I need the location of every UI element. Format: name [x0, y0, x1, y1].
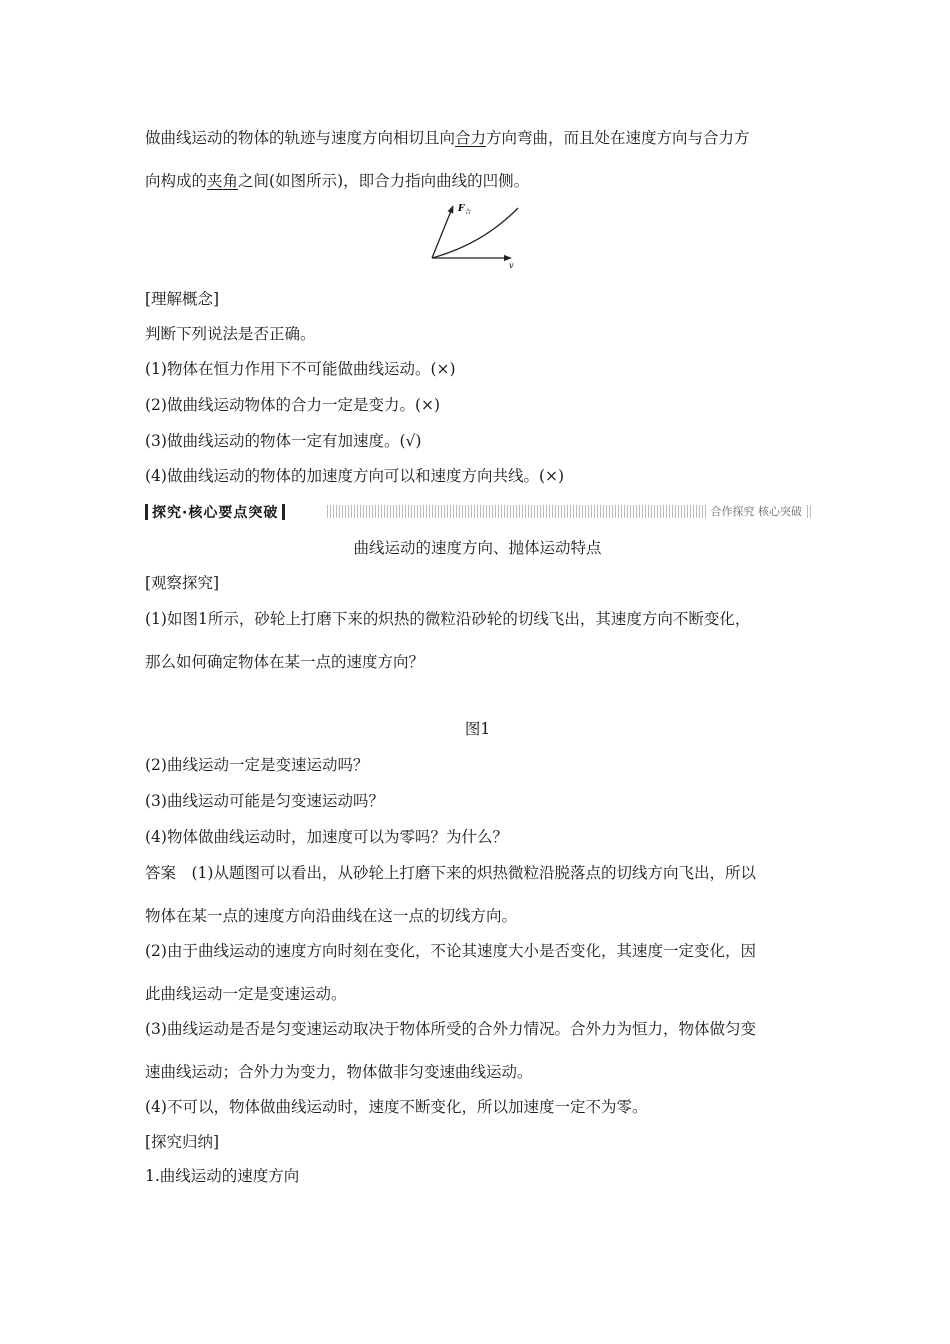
force-velocity-diagram — [425, 196, 525, 270]
intro-line-2 — [145, 171, 810, 191]
section-banner — [145, 503, 812, 520]
answer-2-line-1: (2)由于曲线运动的速度方向时刻在变化，不论其速度大小是否变化，其速度一定变化，因 — [145, 942, 756, 960]
observe-heading: [观察探究] — [145, 574, 220, 592]
banner-title-text: 探究·核心要点突破 — [152, 504, 279, 521]
answer-2-line-2: 此曲线运动一定是变速运动。 — [145, 985, 347, 1003]
question-3: (3)曲线运动可能是匀变速运动吗？ — [145, 792, 384, 810]
concept-item-3: (3)做曲线运动的物体一定有加速度。(√) — [145, 432, 422, 450]
concept-item-4: (4)做曲线运动的物体的加速度方向可以和速度方向共线。(×) — [145, 467, 565, 485]
concept-heading: [理解概念] — [145, 290, 220, 308]
question-4: (4)物体做曲线运动时，加速度可以为零吗？为什么？ — [145, 828, 508, 846]
question-2: (2)曲线运动一定是变速运动吗？ — [145, 756, 369, 774]
section-title: 曲线运动的速度方向、抛体运动特点 — [353, 539, 602, 557]
question-1-line-1: (1)如图1所示，砂轮上打磨下来的炽热的微粒沿砂轮的切线飞出，其速度方向不断变化， — [145, 610, 751, 628]
banner-title — [145, 503, 285, 520]
intro-text: 做曲线运动的物体的轨迹与速度方向相切且向 — [145, 129, 456, 147]
concept-item-2: (2)做曲线运动物体的合力一定是变力。(×) — [145, 396, 441, 414]
trajectory-curve — [432, 208, 518, 258]
concept-item-1: (1)物体在恒力作用下不可能做曲线运动。(×) — [145, 360, 456, 378]
banner-bar-icon — [282, 504, 285, 520]
summary-heading: [探究归纳] — [145, 1133, 220, 1151]
concept-prompt: 判断下列说法是否正确。 — [145, 325, 316, 343]
figure-caption: 图1 — [464, 720, 491, 738]
banner-bar-icon — [145, 504, 148, 520]
underlined-term-net-force: 合力 — [455, 129, 487, 147]
answer-3-line-1: (3)曲线运动是否是匀变速运动取决于物体所受的合外力情况。合外力为恒力，物体做匀变 — [145, 1020, 756, 1038]
question-1-line-2: 那么如何确定物体在某一点的速度方向？ — [145, 653, 425, 671]
answer-4: (4)不可以，物体做曲线运动时，速度不断变化，所以加速度一定不为零。 — [145, 1098, 648, 1116]
intro-text: 向构成的 — [145, 172, 208, 190]
intro-line-1 — [145, 128, 810, 148]
answer-3-line-2: 速曲线运动；合外力为变力，物体做非匀变速曲线运动。 — [145, 1063, 533, 1081]
intro-text: 方向弯曲，而且处在速度方向与合力方 — [486, 129, 750, 147]
force-subscript: 合 — [465, 209, 472, 216]
answer-1-line-2: 物体在某一点的速度方向沿曲线在这一点的切线方向。 — [145, 907, 518, 925]
force-label: F — [458, 204, 465, 214]
banner-subtitle: 合作探究 核心突破 — [707, 503, 807, 520]
velocity-label: v — [509, 261, 514, 270]
force-arrow — [432, 206, 453, 258]
intro-text: 之间(如图所示)，即合力指向曲线的凹侧。 — [238, 172, 530, 190]
summary-item-1: 1.曲线运动的速度方向 — [145, 1167, 300, 1185]
underlined-term-angle: 夹角 — [207, 172, 239, 190]
answer-1-line-1: 答案 (1)从题图可以看出，从砂轮上打磨下来的炽热微粒沿脱落点的切线方向飞出，所以 — [145, 864, 756, 882]
